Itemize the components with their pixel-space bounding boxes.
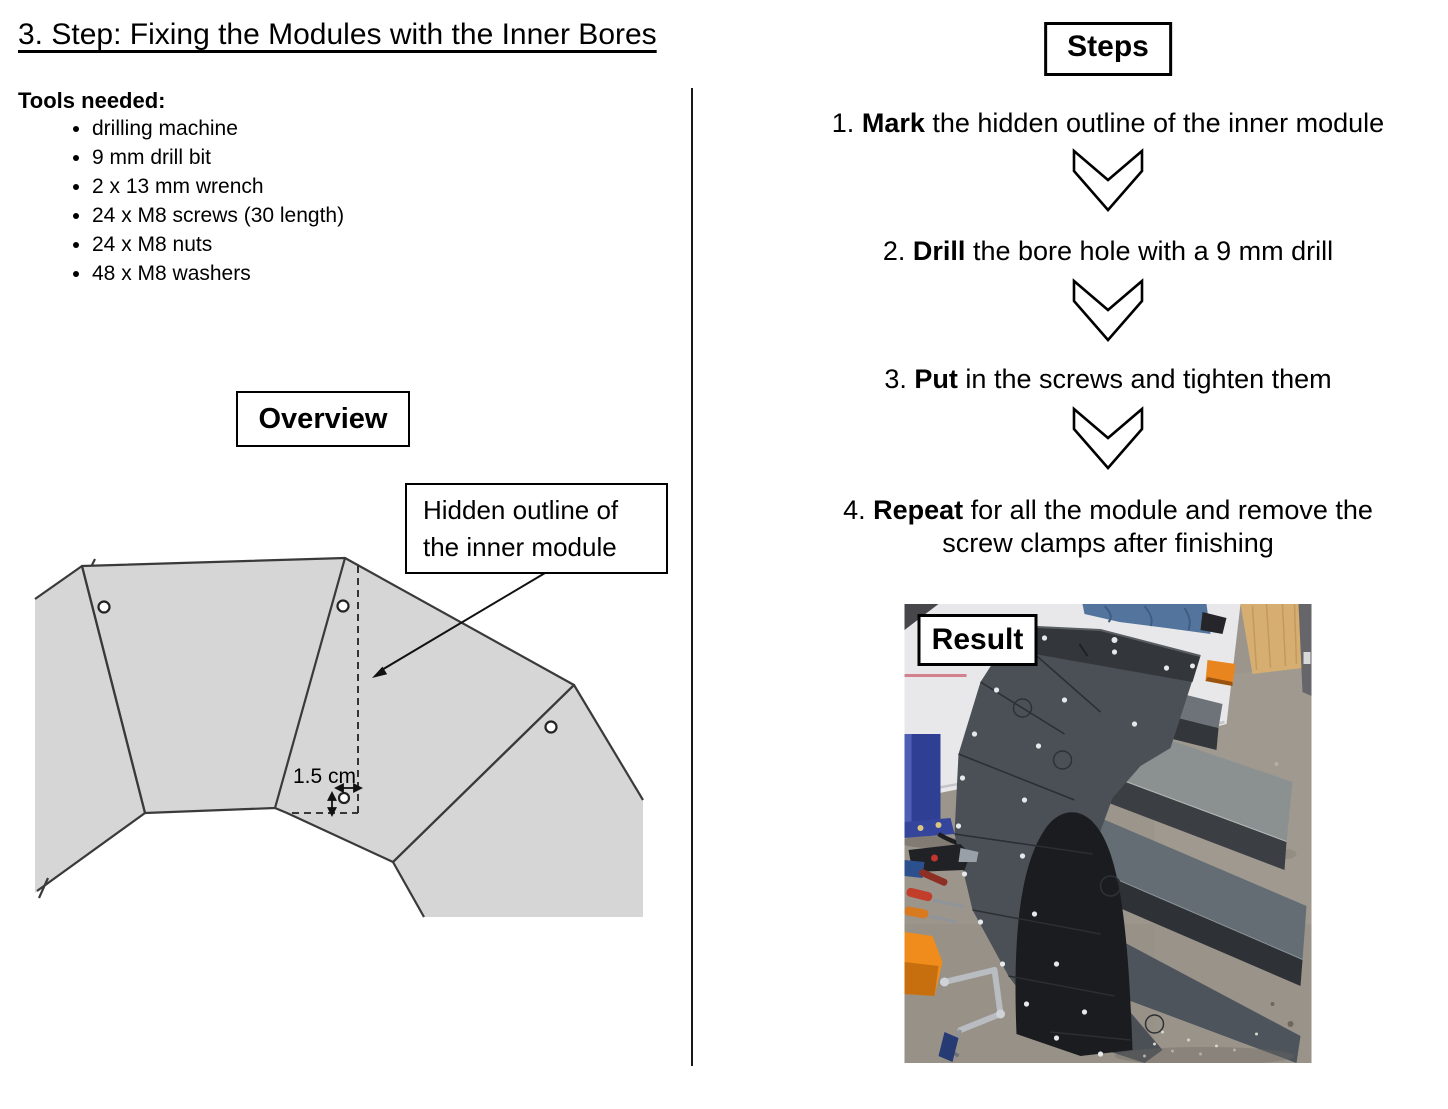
chevron-down-icon <box>1070 406 1146 472</box>
step-item-1 <box>740 108 1448 139</box>
step-item-2 <box>740 236 1448 267</box>
modules-diagram <box>30 545 680 930</box>
result-label: Result <box>931 623 1024 656</box>
result-photo-image <box>905 604 1312 1063</box>
steps-heading-box <box>1044 22 1172 76</box>
step-text: for all the module and remove the screw clamps after finishing <box>942 495 1373 558</box>
steps-panel <box>740 0 1448 1109</box>
list-item: • 24 x M8 screws (30 length) <box>92 201 652 230</box>
steps-heading: Steps <box>1067 30 1149 63</box>
step-number: 1. <box>831 108 855 138</box>
callout-line: the inner module <box>423 532 617 562</box>
page-title: 3. Step: Fixing the Modules with the Inner Bores <box>18 18 657 51</box>
result-photo <box>905 604 1312 1063</box>
callout-line: Hidden outline of <box>423 495 619 525</box>
step-verb: Repeat <box>873 495 964 525</box>
step-number: 4. <box>843 495 866 525</box>
list-item: • 48 x M8 washers <box>92 259 652 288</box>
dimension-label: 1.5 cm <box>293 765 357 788</box>
step-verb: Mark <box>861 108 925 138</box>
tools-list <box>0 114 652 288</box>
tools-heading: Tools needed: <box>18 88 166 113</box>
step-text: the hidden outline of the inner module <box>924 108 1385 138</box>
list-item: • drilling machine <box>92 114 652 143</box>
step-text: the bore hole with a 9 mm drill <box>965 236 1334 266</box>
step-verb: Put <box>914 364 958 394</box>
chevron-down-icon <box>1070 278 1146 344</box>
result-label-box <box>918 614 1038 666</box>
step-verb: Drill <box>912 236 966 266</box>
list-item: • 9 mm drill bit <box>92 143 652 172</box>
step-text: in the screws and tighten them <box>957 364 1332 394</box>
chevron-down-icon <box>1070 148 1146 214</box>
step-item-3 <box>740 364 1448 395</box>
overview-label: Overview <box>258 402 388 435</box>
list-item: • 24 x M8 nuts <box>92 230 652 259</box>
list-item: • 2 x 13 mm wrench <box>92 172 652 201</box>
step-number: 2. <box>882 236 906 266</box>
overview-label-box <box>236 391 410 447</box>
hidden-outline-callout <box>405 483 668 574</box>
column-divider <box>691 88 693 1066</box>
step-number: 3. <box>884 364 907 394</box>
step-item-4 <box>808 494 1408 560</box>
